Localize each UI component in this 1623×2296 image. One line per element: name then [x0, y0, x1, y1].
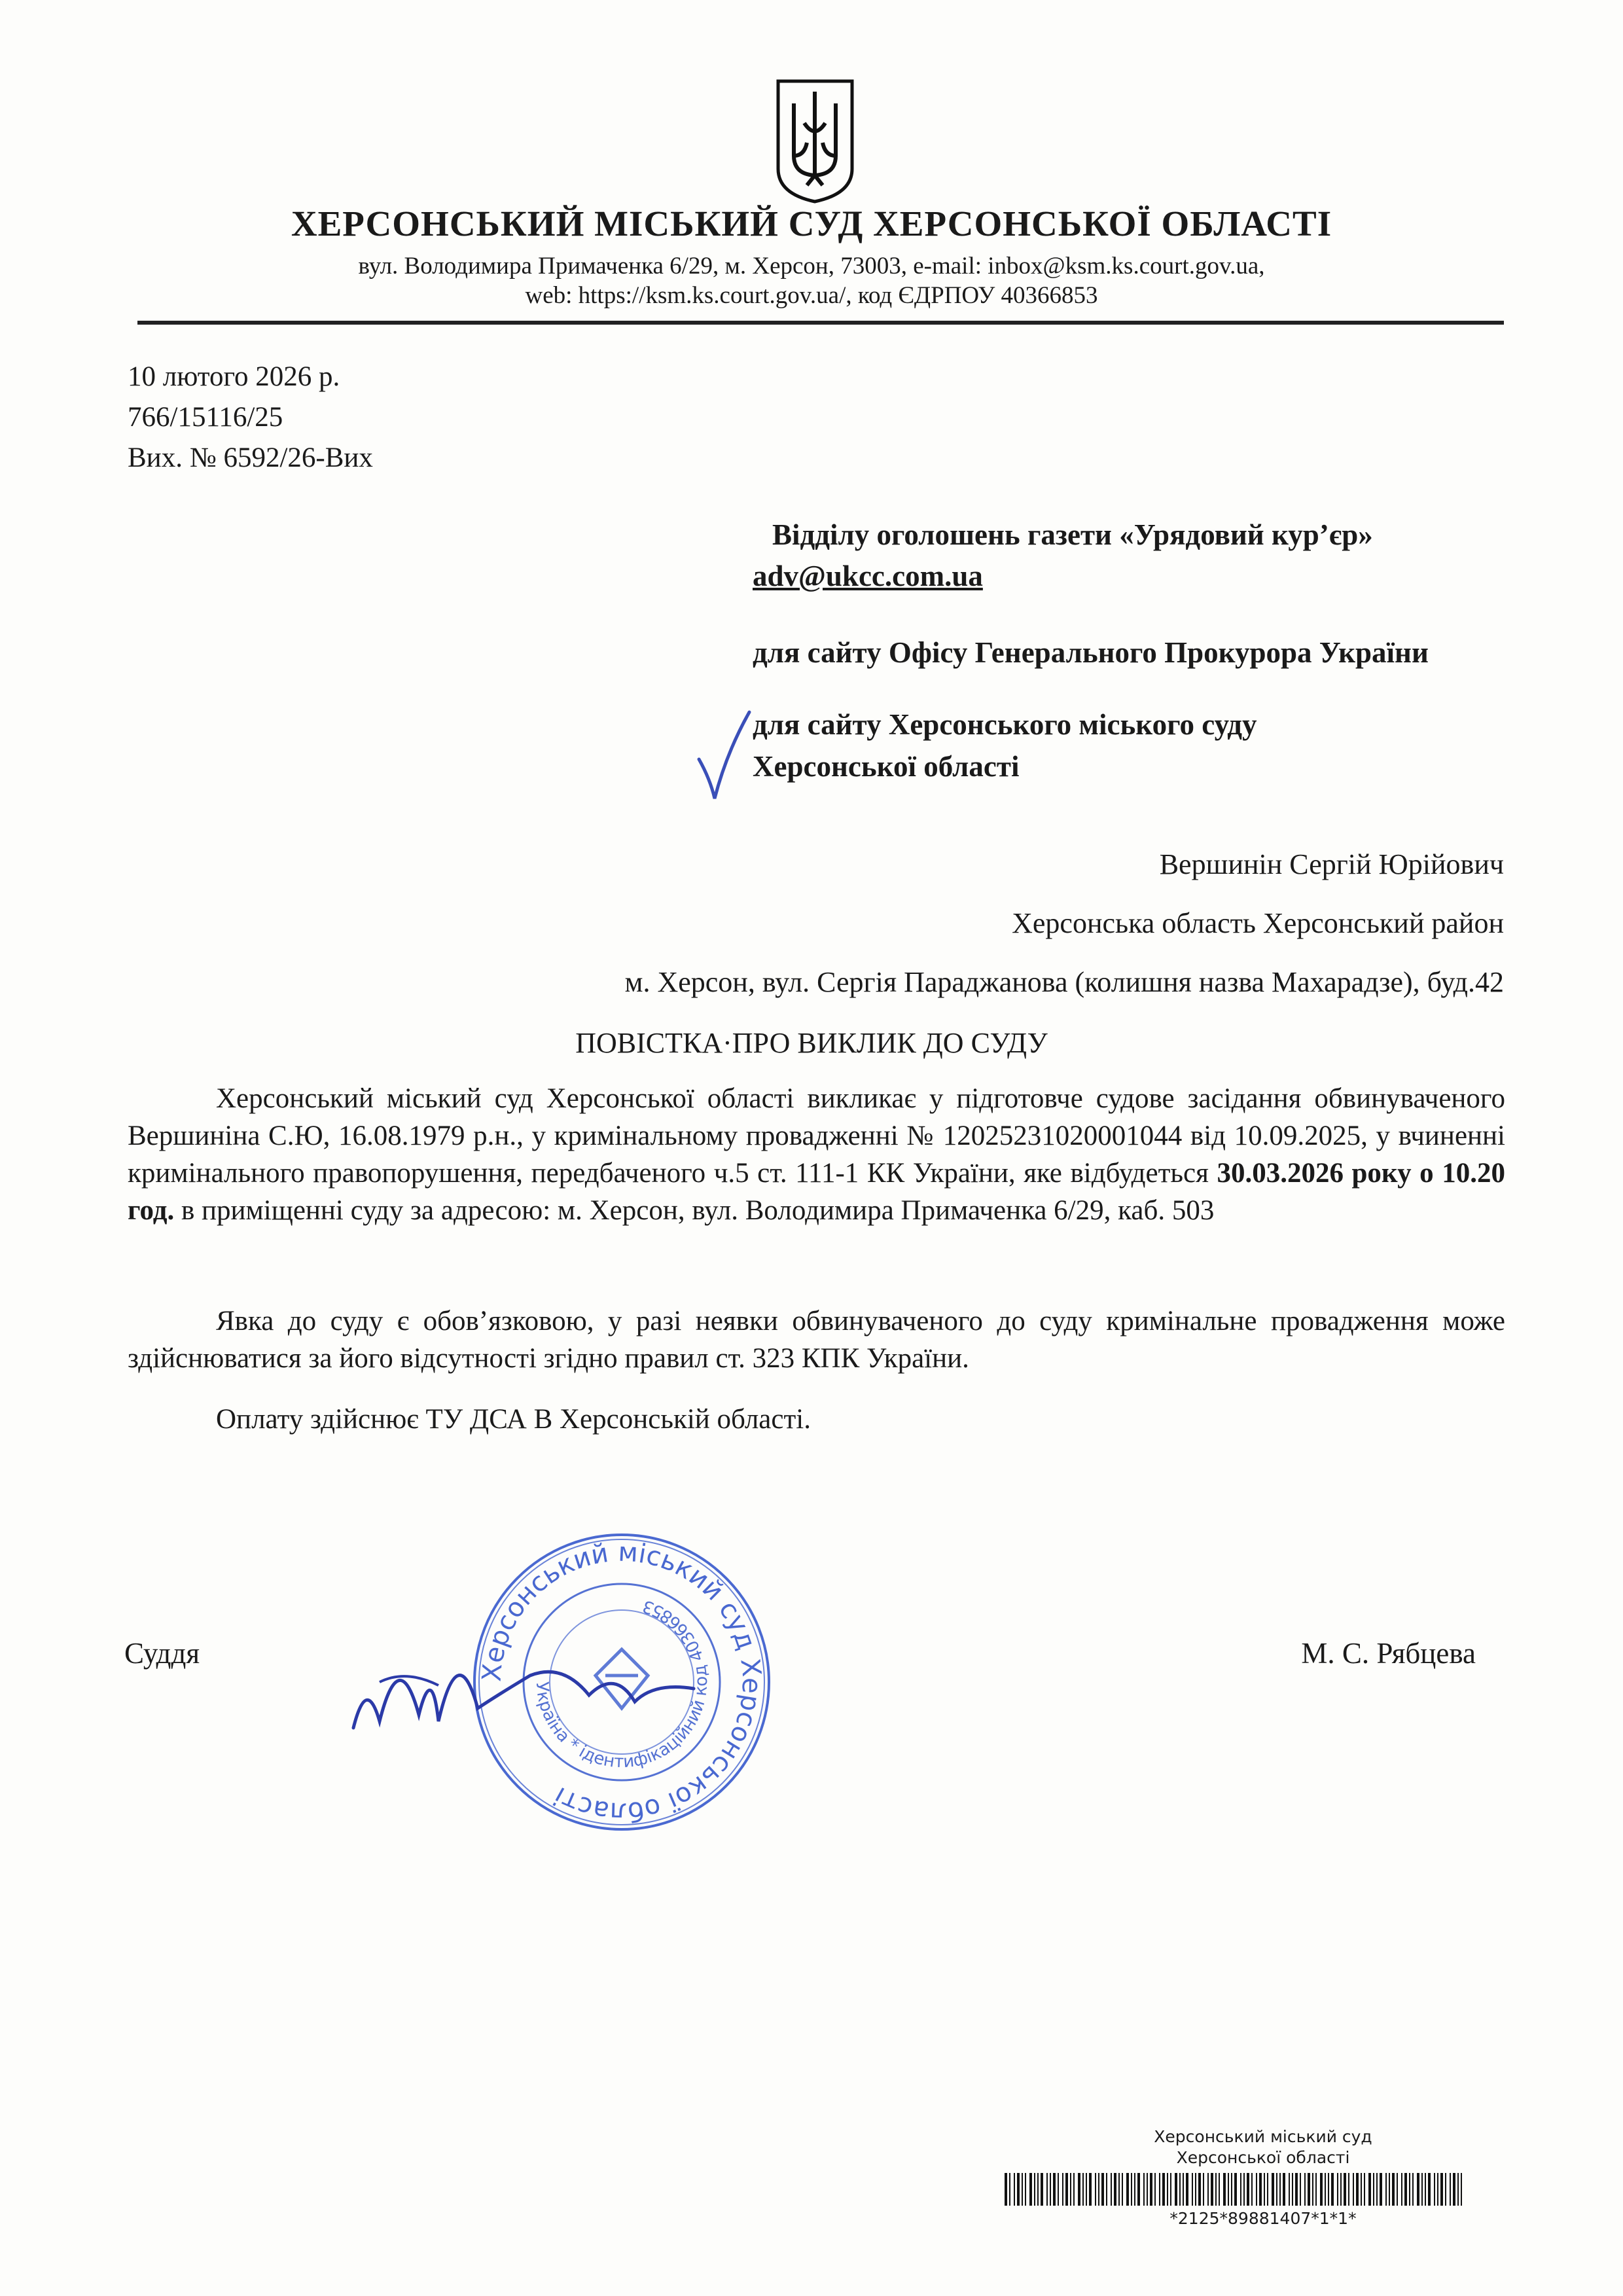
barcode-bar [1264, 2173, 1265, 2206]
barcode-bar [1134, 2173, 1135, 2206]
barcode-bar [1203, 2173, 1204, 2206]
barcode-bar [1118, 2173, 1120, 2206]
barcode-bar [1344, 2173, 1346, 2206]
barcode-bar [1198, 2173, 1201, 2206]
barcode-bar [1053, 2173, 1056, 2206]
barcode-bar [1041, 2173, 1043, 2206]
barcode-bar [1131, 2173, 1132, 2206]
barcode-bar [1251, 2173, 1253, 2206]
barcode-bar [1295, 2173, 1298, 2206]
barcode-bar [1308, 2173, 1310, 2206]
barcode-bar [1364, 2173, 1365, 2206]
recipient-newspaper-label: Відділу оголошень газети «Урядовий кур’єр» [772, 518, 1373, 551]
barcode-bar [1095, 2173, 1096, 2206]
recipient-court-site-line2: Херсонської області [753, 750, 1020, 783]
barcode-bar [1154, 2173, 1156, 2206]
barcode-bar [1183, 2173, 1184, 2206]
barcode-bar [1353, 2173, 1354, 2206]
barcode-bar [1058, 2173, 1059, 2206]
barcode-bar [1312, 2173, 1313, 2206]
summons-text-part2: в приміщенні суду за адресою: м. Херсон, вул. Володимира Примаченка 6/29, каб. 503 [174, 1195, 1215, 1226]
barcode-bar [1009, 2173, 1010, 2206]
barcode-bar [1162, 2173, 1165, 2206]
barcode-bar [1348, 2173, 1349, 2206]
barcode-bar [1315, 2173, 1317, 2206]
barcode-bar [1445, 2173, 1446, 2206]
footer-region: Херсонської області [1176, 2148, 1350, 2167]
barcode-bar [1450, 2173, 1451, 2206]
barcode-bar [1073, 2173, 1075, 2206]
barcode-bar [1231, 2173, 1232, 2206]
court-web: web: https://ksm.ks.court.gov.ua/, код ЄДРПОУ 40366853 [525, 282, 1098, 309]
recipient-court-site [753, 704, 1257, 787]
barcode-bar [1325, 2173, 1326, 2206]
header-divider [137, 321, 1504, 325]
barcode-bar [1331, 2173, 1334, 2206]
barcode-bar [1070, 2173, 1071, 2206]
stamp-inner-text: Україна * ідентифікаційний код 40366853 [531, 1596, 712, 1772]
barcode-bar [1192, 2173, 1193, 2206]
coat-of-arms-icon [774, 77, 856, 205]
barcode-bar [1022, 2173, 1023, 2206]
barcode-bar [1267, 2173, 1268, 2206]
barcode-bar [1276, 2173, 1277, 2206]
court-title: ХЕРСОНСЬКИЙ МІСЬКИЙ СУД ХЕРСОНСЬКОЇ ОБЛАСТІ [291, 204, 1332, 243]
barcode-bar [1215, 2173, 1217, 2206]
barcode-bar [1385, 2173, 1387, 2206]
barcode-bar [1256, 2173, 1257, 2206]
barcode-text: *2125*89881407*1*1* [1169, 2209, 1357, 2228]
barcode-bar [1098, 2173, 1099, 2206]
barcode-bar [1150, 2173, 1152, 2206]
addressee-name: Вершинін Сергій Юрійович [1159, 848, 1504, 880]
barcode-bar [1234, 2173, 1237, 2206]
barcode-bar [1421, 2173, 1423, 2206]
barcode-bar [1029, 2173, 1032, 2206]
attendance-paragraph: Явка до суду є обов’язковою, у разі неявки обвинуваченого до суду кримінальне провадження може здійснюватися за його відсутності згідно правил ст. 323 КПК України. [128, 1306, 1505, 1374]
barcode-bar [1304, 2173, 1306, 2206]
barcode-bar [1361, 2173, 1362, 2206]
recipient-court-site-line1: для сайту Херсонського міського суду [753, 708, 1257, 741]
barcode-bar [1428, 2173, 1431, 2206]
barcode-bar [1106, 2173, 1107, 2206]
barcode-bar [1089, 2173, 1092, 2206]
barcode-bar [1170, 2173, 1171, 2206]
barcode-bar [1228, 2173, 1229, 2206]
court-address: вул. Володимира Примаченка 6/29, м. Херсон, 73003, e-mail: inbox@ksm.ks.court.gov.ua, [358, 253, 1265, 279]
barcode-bar [1373, 2173, 1374, 2206]
recipient-prosecutor: для сайту Офісу Генерального Прокурора України [753, 636, 1429, 669]
barcode-bar [1037, 2173, 1039, 2206]
barcode-bar [1292, 2173, 1293, 2206]
barcode-bar [1259, 2173, 1262, 2206]
barcode-bar [1014, 2173, 1015, 2206]
barcode-bar [1111, 2173, 1112, 2206]
payment-paragraph: Оплату здійснює ТУ ДСА В Херсонській області. [216, 1404, 811, 1435]
barcode-bar [1101, 2173, 1104, 2206]
barcode-bar [1356, 2173, 1359, 2206]
judge-name: М. С. Рябцева [1301, 1637, 1476, 1670]
barcode-bar [1272, 2173, 1274, 2206]
barcode-bar [1034, 2173, 1035, 2206]
barcode-bar [1062, 2173, 1063, 2206]
barcode-bar [1289, 2173, 1290, 2206]
barcode-bar [1401, 2173, 1402, 2206]
barcode-bar [1219, 2173, 1220, 2206]
footer-court-name: Херсонський міський суд [1154, 2127, 1372, 2146]
barcode-bar [1247, 2173, 1249, 2206]
summons-text-part1: Херсонський міський суд Херсонської області викликає у підготовче судове засідання обвинуваченого Вершиніна С.Ю, 16.08.1979 р.н., у кримінальному провадженні № 12025231020001044 від 10.09.2025, у вчиненні кримінального правопорушення, передбаченого ч.5 ст. 111-1 КК України, яке відбудеться [128, 1083, 1505, 1189]
barcode-bar [1389, 2173, 1390, 2206]
stamp-outer-text: Херсонський міський суд Херсонської області [476, 1537, 767, 1827]
addressee-address: м. Херсон, вул. Сергія Параджанова (колишня назва Махарадзе), буд.42 [624, 966, 1504, 998]
barcode-bar [1440, 2173, 1443, 2206]
document-meta [128, 357, 373, 478]
barcode-bar [1409, 2173, 1410, 2206]
barcode-bar [1328, 2173, 1329, 2206]
barcode-bar [1300, 2173, 1301, 2206]
barcode-bar [1126, 2173, 1129, 2206]
recipient-newspaper [772, 514, 1373, 556]
barcode-bar [1434, 2173, 1435, 2206]
barcode-bar [1243, 2173, 1245, 2206]
barcode-bar [1376, 2173, 1378, 2206]
barcode-bar [1143, 2173, 1145, 2206]
barcode-bar [1186, 2173, 1188, 2206]
judge-role: Суддя [124, 1637, 200, 1670]
barcode-bar [1397, 2173, 1398, 2206]
barcode-bar [1159, 2173, 1160, 2206]
barcode-bar [1050, 2173, 1051, 2206]
barcode-bar [1195, 2173, 1196, 2206]
barcode-bar [1046, 2173, 1048, 2206]
barcode-bar [1086, 2173, 1087, 2206]
barcode-bar [1437, 2173, 1438, 2206]
summons-paragraph [128, 1080, 1505, 1229]
barcode-bar [1320, 2173, 1323, 2206]
barcode-bar [1207, 2173, 1209, 2206]
barcode-bar [1179, 2173, 1181, 2206]
barcode-bar [1223, 2173, 1226, 2206]
barcode-bar [1211, 2173, 1213, 2206]
barcode-bar [1137, 2173, 1140, 2206]
barcode-bar [1283, 2173, 1285, 2206]
barcode-bar [1340, 2173, 1342, 2206]
addressee-region: Херсонська область Херсонський район [1012, 907, 1504, 939]
barcode-bar [1078, 2173, 1080, 2206]
recipient-email[interactable]: adv@ukcc.com.ua [753, 560, 983, 592]
barcode-bar [1147, 2173, 1148, 2206]
barcode-bar [1412, 2173, 1414, 2206]
hearing-datetime: 30.03.2026 року о 10.20 год. [128, 1158, 1505, 1226]
barcode-bar [1457, 2173, 1459, 2206]
barcode-bar [1279, 2173, 1281, 2206]
barcode-bar [1240, 2173, 1241, 2206]
document-title: ПОВІСТКА·ПРО ВИКЛИК ДО СУДУ [575, 1027, 1048, 1059]
barcode-bar [1380, 2173, 1382, 2206]
barcode-bar [1417, 2173, 1419, 2206]
barcode-bar [1453, 2173, 1455, 2206]
barcode-bar [1175, 2173, 1177, 2206]
barcode-bar [1114, 2173, 1116, 2206]
barcode [1005, 2173, 1463, 2206]
barcode-bar [1425, 2173, 1426, 2206]
barcode-bar [1082, 2173, 1084, 2206]
barcode-bar [1461, 2173, 1462, 2206]
barcode-bar [1404, 2173, 1407, 2206]
barcode-bar [1368, 2173, 1371, 2206]
barcode-bar [1025, 2173, 1026, 2206]
barcode-bar [1337, 2173, 1338, 2206]
barcode-bar [1065, 2173, 1068, 2206]
case-number: 766/15116/25 [128, 402, 283, 433]
barcode-bar [1392, 2173, 1395, 2206]
barcode-bar [1122, 2173, 1123, 2206]
barcode-bar [1017, 2173, 1020, 2206]
checkmark-icon [694, 707, 753, 805]
barcode-bar [1167, 2173, 1168, 2206]
barcode-bar [1005, 2173, 1007, 2206]
outgoing-number: Вих. № 6592/26-Вих [128, 442, 373, 473]
judge-signature [340, 1623, 707, 1741]
document-date: 10 лютого 2026 р. [128, 361, 340, 392]
